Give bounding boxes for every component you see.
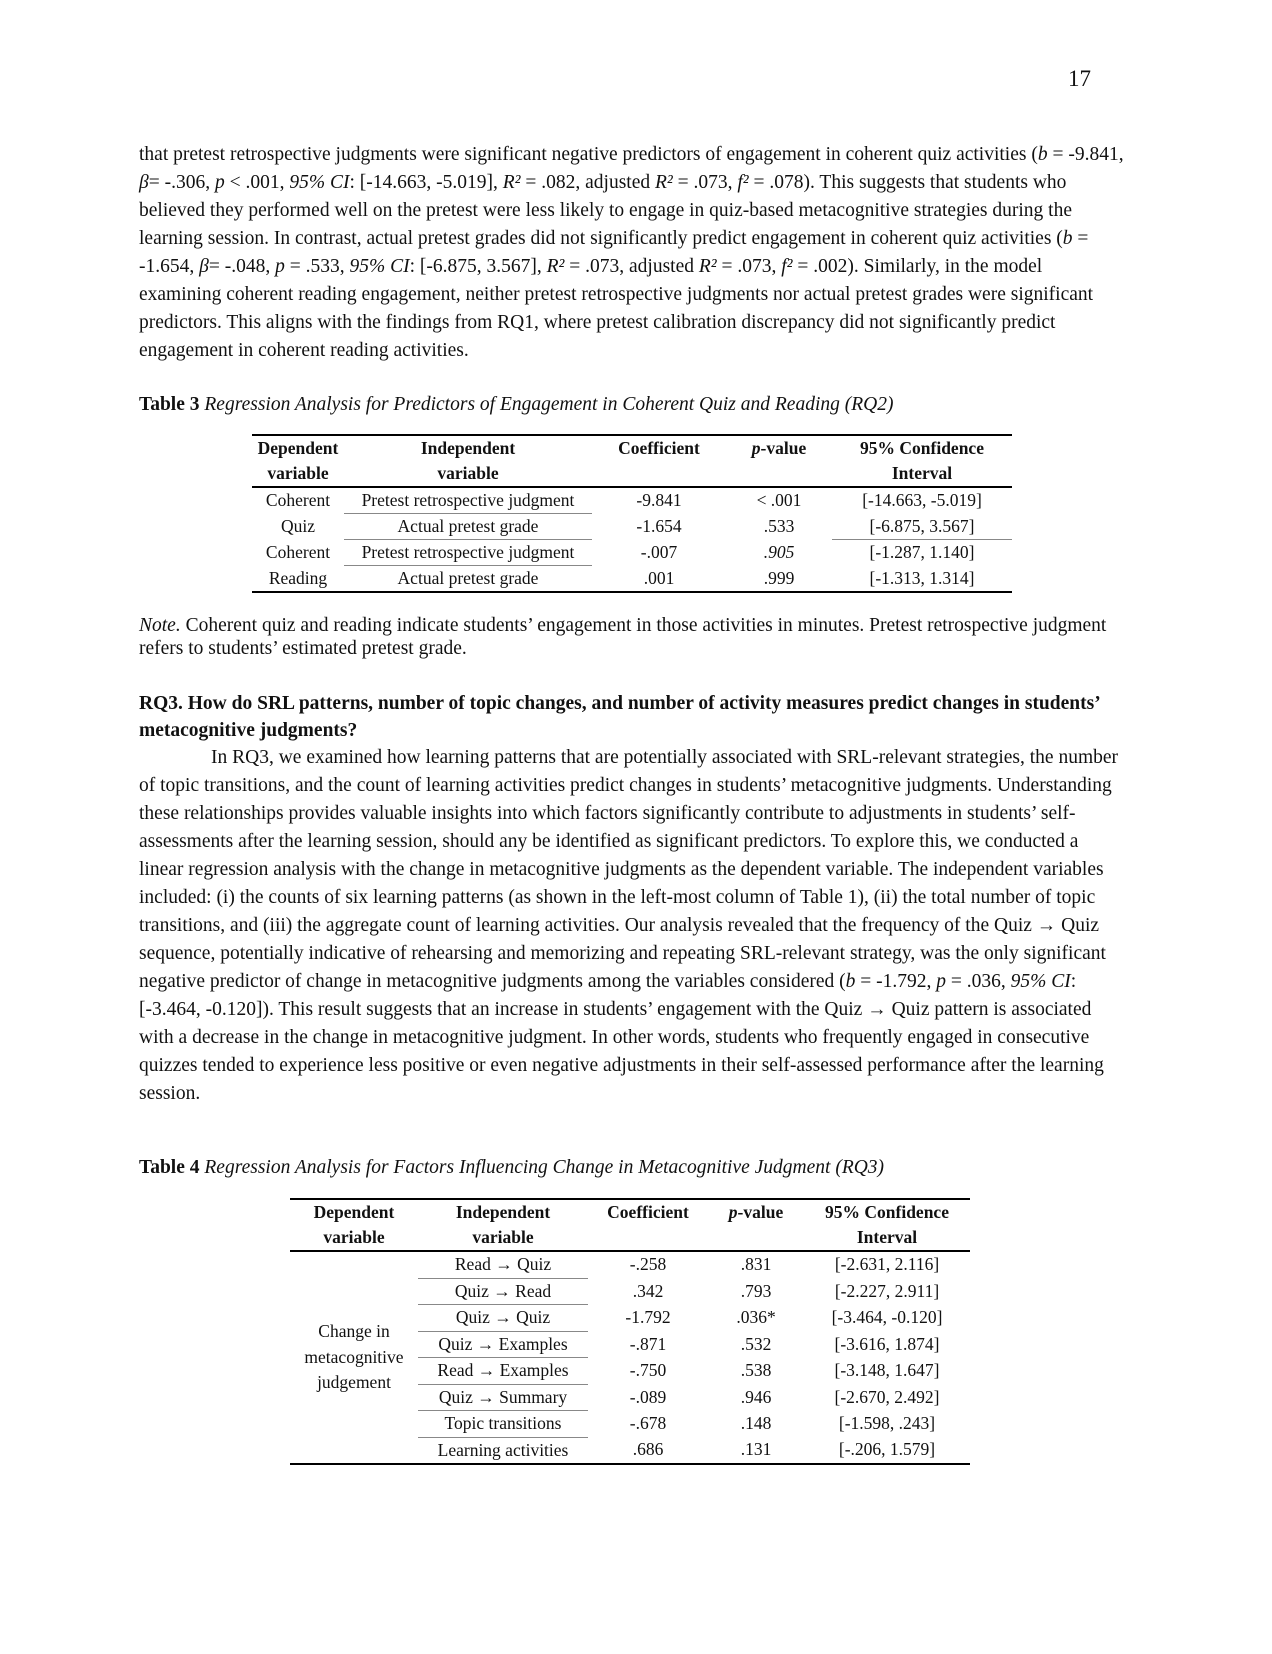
t4-header-independent: Independent — [455, 1202, 551, 1222]
table3-note: Note. Coherent quiz and reading indicate students’ engagement in those activities in minutes. Pretest retrospective judgment refers to students’ estimated pretest grade. — [139, 615, 1107, 659]
t4-header-ci: 95% Confidence — [825, 1202, 949, 1222]
table3-caption — [139, 391, 894, 419]
table-row: Learning activities .686 .131 [-.206, 1.579] — [437, 1439, 936, 1460]
table4: Dependent Independent Coefficient p-value 95% Confidence variable variable Interval Change in metacognitive judgement Read → Quiz -.258 .831 [-2.631, 2.116] Quiz → Read .342 .793 [-2.227, 2.911] Quiz → Quiz -1.792 .036* [-3.464, -0.120] Quiz → Examples -.871 .532 [-3.616, 1.874] Read → Examples -.750 .538 [-3.148, 1.647] Quiz → Summary -.089 .946 [-2.670, 2.492] Topic transitions -.678 .148 [-1.598, .243] Learning activities .686 .131 [-.206, 1.579] — [290, 1198, 970, 1465]
table-row: Coherent Pretest retrospective judgment -9.841 < .001 [-14.663, -5.019] — [252, 487, 1012, 514]
table-row: Quiz → Quiz -1.792 .036* [-3.464, -0.120] — [290, 1305, 970, 1332]
table-row: Coherent Pretest retrospective judgment -.007 .905 [-1.287, 1.140] — [252, 540, 1012, 566]
table4-title: Regression Analysis for Factors Influencing Change in Metacognitive Judgment (RQ3) — [204, 1157, 885, 1178]
t4-header-dependent: Dependent — [313, 1202, 395, 1222]
table4-label: Table 4 — [139, 1157, 200, 1178]
table-row: Topic transitions -.678 .148 [-1.598, .243] — [290, 1411, 970, 1438]
page-number: 17 — [1068, 66, 1091, 91]
t3-header-independent: Independent — [420, 438, 516, 458]
table-row: Change in metacognitive judgement Read → Quiz -.258 .831 [-2.631, 2.116] — [290, 1251, 970, 1278]
t3-header-pvalue: p-value — [751, 438, 807, 458]
t3-header-dependent: Dependent — [257, 438, 339, 458]
table-row: Reading Actual pretest grade .001 .999 [-1.313, 1.314] — [268, 567, 975, 588]
t4-header-coefficient: Coefficient — [607, 1202, 689, 1222]
t3-header-coefficient: Coefficient — [618, 438, 700, 458]
t4-dependent-variable: Change in metacognitive judgement — [304, 1321, 404, 1393]
table3: Dependent Independent Coefficient p-value 95% Confidence variable variable Interval Coherent Pretest retrospective judgment -9.841 < .001 [-14.663, -5.019] Quiz Actual pretest grade -1.654 .533 [-6.875, 3.567] Coherent Pretest retrospective judgment -.007 .905 [-1.287, 1.140] Reading Actual pretest grade .001 .999 [-1.313, 1.314] — [252, 434, 1012, 593]
table4-caption — [139, 1154, 884, 1182]
table-row: Quiz → Examples -.871 .532 [-3.616, 1.874] — [290, 1331, 970, 1358]
body-paragraph-rq3: In RQ3, we examined how learning patterns that are potentially associated with SRL-relevant strategies, the number of topic transitions, and the count of learning activities predict changes in students’ metacognitive judgments. Understanding these relationships provides valuable insights into which factors significantly contribute to adjustments in students’ self-assessments after the learning session, should any be identified as significant predictors. To explore this, we conducted a linear regression analysis with the change in metacognitive judgments as the dependent variable. The independent variables included: (i) the counts of six learning patterns (as shown in the left-most column of Table 1), (ii) the total number of topic transitions, and (iii) the aggregate count of learning activities. Our analysis revealed that the frequency of the Quiz → Quiz sequence, potentially indicative of rehearsing and memorizing and repeating SRL-relevant strategy, was the only significant negative predictor of change in metacognitive judgments among the variables considered (b = -1.792, p = .036, 95% CI: [-3.464, -0.120]). This result suggests that an increase in students’ engagement with the Quiz → Quiz pattern is associated with a decrease in the change in metacognitive judgment. In other words, students who frequently engaged in consecutive quizzes tended to experience less positive or even negative adjustments in their self-assessed performance after the learning session. — [139, 747, 1119, 1104]
t3-header-ci: 95% Confidence — [860, 438, 984, 458]
table-row: Read → Examples -.750 .538 [-3.148, 1.647] — [290, 1358, 970, 1385]
table3-label: Table 3 — [139, 394, 200, 415]
rq3-heading: RQ3. How do SRL patterns, number of topic changes, and number of activity measures predict changes in students’ metacognitive judgments? — [139, 693, 1100, 741]
table-row: Quiz → Summary -.089 .946 [-2.670, 2.492] — [290, 1384, 970, 1411]
table-row: Quiz Actual pretest grade -1.654 .533 [-6.875, 3.567] — [252, 514, 1012, 540]
table3-title: Regression Analysis for Predictors of Engagement in Coherent Quiz and Reading (RQ2) — [204, 394, 894, 415]
body-paragraph-rq2-results: that pretest retrospective judgments were significant negative predictors of engagement in coherent quiz activities (b = -9.841, β= -.306, p < .001, 95% CI: [-14.663, -5.019], R² = .082, adjusted R² = .073, f² = .078). This suggests that students who believed they performed well on the pretest were less likely to engage in quiz-based metacognitive strategies during the learning session. In contrast, actual pretest grades did not significantly predict engagement in coherent quiz activities (b = -1.654, β= -.048, p = .533, 95% CI: [-6.875, 3.567], R² = .073, adjusted R² = .073, f² = .002). Similarly, in the model examining coherent reading engagement, neither pretest retrospective judgments nor actual pretest grades were significant predictors. This aligns with the findings from RQ1, where pretest calibration discrepancy did not significantly predict engagement in coherent reading activities. — [139, 144, 1124, 361]
t4-header-pvalue: p-value — [728, 1202, 784, 1222]
table-row: Quiz → Read .342 .793 [-2.227, 2.911] — [290, 1278, 970, 1305]
